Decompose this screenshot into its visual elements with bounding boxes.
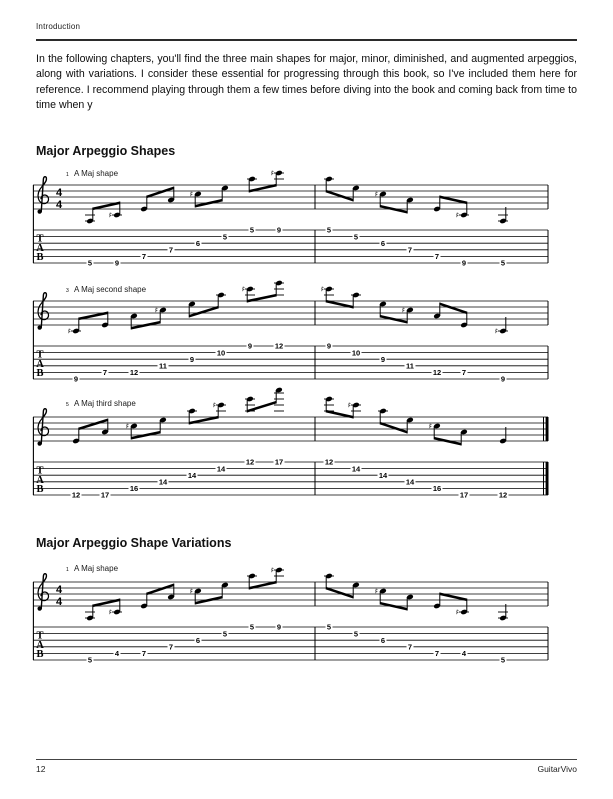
sharp-accidental: ♯	[125, 421, 130, 431]
tab-fret-number: 9	[461, 258, 467, 268]
tab-fret-number: 6	[380, 238, 386, 248]
tab-fret-number: 9	[500, 374, 506, 384]
tab-clef-letter: A	[36, 358, 44, 370]
tab-fret-number: 14	[351, 464, 361, 474]
tab-clef-letter: T	[36, 349, 44, 361]
treble-clef-icon	[38, 409, 49, 446]
tab-fret-number: 5	[326, 622, 332, 632]
measure-1-notes	[72, 387, 284, 444]
measure-1-notes	[85, 566, 284, 622]
tab-fret-number: 5	[249, 622, 255, 632]
tab-fret-number: 6	[195, 238, 201, 248]
tab-fret-number: 5	[353, 232, 359, 242]
tab-fret-number: 17	[100, 490, 110, 500]
sharp-accidental: ♯	[320, 284, 325, 294]
music-system-2	[33, 280, 548, 384]
sharp-accidental: ♯	[494, 326, 499, 336]
treble-clef-icon	[38, 293, 49, 330]
measure-2-notes	[324, 396, 507, 446]
tab-fret-number: 7	[407, 642, 413, 652]
tab-fret-number: 7	[141, 649, 147, 659]
tab-fret-number: 9	[276, 622, 282, 632]
beam	[326, 587, 353, 599]
beam	[326, 190, 353, 202]
sharp-accidental: ♯	[108, 607, 113, 617]
measure-2-tab-numbers	[326, 623, 507, 665]
tab-fret-number: 12	[498, 490, 508, 500]
tab-fret-number: 9	[276, 225, 282, 235]
system-label: A Maj shape	[74, 169, 119, 178]
tab-fret-number: 5	[87, 655, 93, 665]
tab-fret-number: 16	[129, 484, 139, 494]
beam	[247, 401, 276, 413]
tab-clef-letter: A	[36, 474, 44, 486]
tab-fret-number: 12	[245, 457, 255, 467]
final-barline	[546, 462, 549, 495]
tab-fret-number: 12	[432, 368, 442, 378]
tab-staff	[33, 230, 548, 263]
tab-staff	[33, 346, 548, 379]
measure-1-tab-numbers	[73, 342, 285, 384]
sharp-accidental: ♯	[428, 421, 433, 431]
system-label: A Maj shape	[74, 564, 119, 573]
music-system-4	[33, 564, 548, 665]
tab-fret-number: 9	[114, 258, 120, 268]
tab-fret-number: 14	[216, 464, 226, 474]
tab-fret-number: 9	[189, 354, 195, 364]
tab-fret-number: 17	[274, 457, 284, 467]
page-number: 12	[36, 764, 46, 774]
tab-staff	[33, 462, 548, 495]
time-signature: 4	[55, 583, 63, 596]
tab-staff	[33, 627, 548, 660]
sharp-accidental: ♯	[401, 305, 406, 315]
tab-fret-number: 5	[222, 629, 228, 639]
tab-clef-letter: B	[36, 368, 44, 380]
tab-fret-number: 14	[405, 477, 415, 487]
beam	[189, 306, 218, 318]
sharp-accidental: ♯	[67, 326, 72, 336]
final-barline	[546, 417, 549, 441]
intro-paragraph: In the following chapters, you'll find the three main shapes for major, minor, diminished, and augmented arpeggios, along with variations. I consider these essential for progressing through this book, so I've included them here for reference. I recommend playing through them a few times before diving into the book and coming back from time to time when y	[36, 53, 577, 112]
tab-fret-number: 9	[73, 374, 79, 384]
beam	[440, 303, 467, 315]
tab-fret-number: 4	[461, 649, 467, 659]
tab-clef-letter: A	[36, 639, 44, 651]
time-signature: 4	[55, 198, 63, 211]
measure-1-tab-numbers	[87, 623, 283, 665]
notation-staff	[33, 301, 548, 325]
tab-fret-number: 6	[195, 635, 201, 645]
tab-fret-number: 5	[500, 258, 506, 268]
tab-fret-number: 7	[461, 368, 467, 378]
treble-clef-icon	[38, 574, 49, 611]
beam	[380, 422, 407, 434]
tab-fret-number: 7	[168, 245, 174, 255]
tab-fret-number: 7	[102, 368, 108, 378]
tab-fret-number: 9	[380, 354, 386, 364]
music-system-1	[33, 169, 548, 268]
measure-1-tab-numbers	[71, 458, 285, 500]
tab-fret-number: 9	[326, 341, 332, 351]
notation-staff	[33, 417, 548, 441]
sharp-accidental: ♯	[212, 400, 217, 410]
sharp-accidental: ♯	[455, 607, 460, 617]
tab-clef-letter: B	[36, 484, 44, 496]
measure-number: 1	[66, 567, 69, 573]
tab-fret-number: 5	[222, 232, 228, 242]
tab-clef-letter: B	[36, 649, 44, 661]
tab-fret-number: 10	[351, 348, 361, 358]
measure-2-notes	[324, 573, 508, 621]
tab-clef-letter: T	[36, 233, 44, 245]
running-header: Introduction	[36, 22, 81, 31]
sharp-accidental: ♯	[347, 400, 352, 410]
section-heading-major-arpeggio-shapes: Major Arpeggio Shapes	[36, 144, 176, 158]
measure-2-tab-numbers	[326, 342, 507, 384]
sharp-accidental: ♯	[241, 284, 246, 294]
brand-name: GuitarVivo	[537, 764, 577, 774]
tab-fret-number: 12	[71, 490, 81, 500]
sharp-accidental: ♯	[374, 586, 379, 596]
sharp-accidental: ♯	[270, 565, 275, 575]
sharp-accidental: ♯	[189, 189, 194, 199]
tab-fret-number: 16	[432, 484, 442, 494]
beam	[79, 419, 108, 431]
tab-fret-number: 9	[247, 341, 253, 351]
sharp-accidental: ♯	[374, 189, 379, 199]
measure-2-notes	[324, 176, 508, 224]
beam	[147, 187, 174, 199]
tab-fret-number: 10	[216, 348, 226, 358]
system-label: A Maj third shape	[74, 399, 136, 408]
section-heading-major-arpeggio-shape-variations: Major Arpeggio Shape Variations	[36, 536, 232, 550]
tab-fret-number: 7	[141, 252, 147, 262]
tab-fret-number: 5	[87, 258, 93, 268]
tab-clef-letter: A	[36, 242, 44, 254]
tab-fret-number: 7	[168, 642, 174, 652]
sharp-accidental: ♯	[189, 586, 194, 596]
tab-fret-number: 12	[274, 341, 284, 351]
tab-fret-number: 11	[159, 361, 167, 371]
time-signature: 4	[55, 186, 63, 199]
time-signature: 4	[55, 595, 63, 608]
measure-number: 1	[66, 172, 69, 178]
tab-fret-number: 7	[434, 649, 440, 659]
tab-fret-number: 14	[187, 470, 197, 480]
measure-2-notes	[321, 285, 509, 336]
tab-clef-letter: B	[36, 252, 44, 264]
tab-fret-number: 5	[500, 655, 506, 665]
sharp-accidental: ♯	[455, 210, 460, 220]
tab-fret-number: 5	[249, 225, 255, 235]
tab-fret-number: 5	[353, 629, 359, 639]
beam	[147, 584, 174, 596]
measure-1-tab-numbers	[87, 226, 283, 268]
sharp-accidental: ♯	[108, 210, 113, 220]
measure-2-tab-numbers	[324, 458, 509, 500]
treble-clef-icon	[38, 177, 49, 214]
tab-fret-number: 7	[407, 245, 413, 255]
measure-number: 5	[66, 402, 69, 408]
tab-clef-letter: T	[36, 630, 44, 642]
tab-fret-number: 4	[114, 649, 120, 659]
tab-fret-number: 12	[129, 368, 139, 378]
tab-fret-number: 12	[324, 457, 334, 467]
system-label: A Maj second shape	[74, 285, 147, 294]
tab-fret-number: 11	[406, 361, 414, 371]
sharp-accidental: ♯	[154, 305, 159, 315]
sharp-accidental: ♯	[270, 168, 275, 178]
music-system-3	[33, 387, 548, 500]
tab-fret-number: 14	[378, 470, 388, 480]
tab-fret-number: 7	[434, 252, 440, 262]
tab-clef-letter: T	[36, 465, 44, 477]
measure-2-tab-numbers	[326, 226, 507, 268]
measure-number: 3	[66, 288, 69, 294]
footer-rule	[36, 759, 577, 760]
tab-fret-number: 14	[158, 477, 168, 487]
tab-fret-number: 6	[380, 635, 386, 645]
tab-fret-number: 5	[326, 225, 332, 235]
tab-fret-number: 17	[459, 490, 469, 500]
